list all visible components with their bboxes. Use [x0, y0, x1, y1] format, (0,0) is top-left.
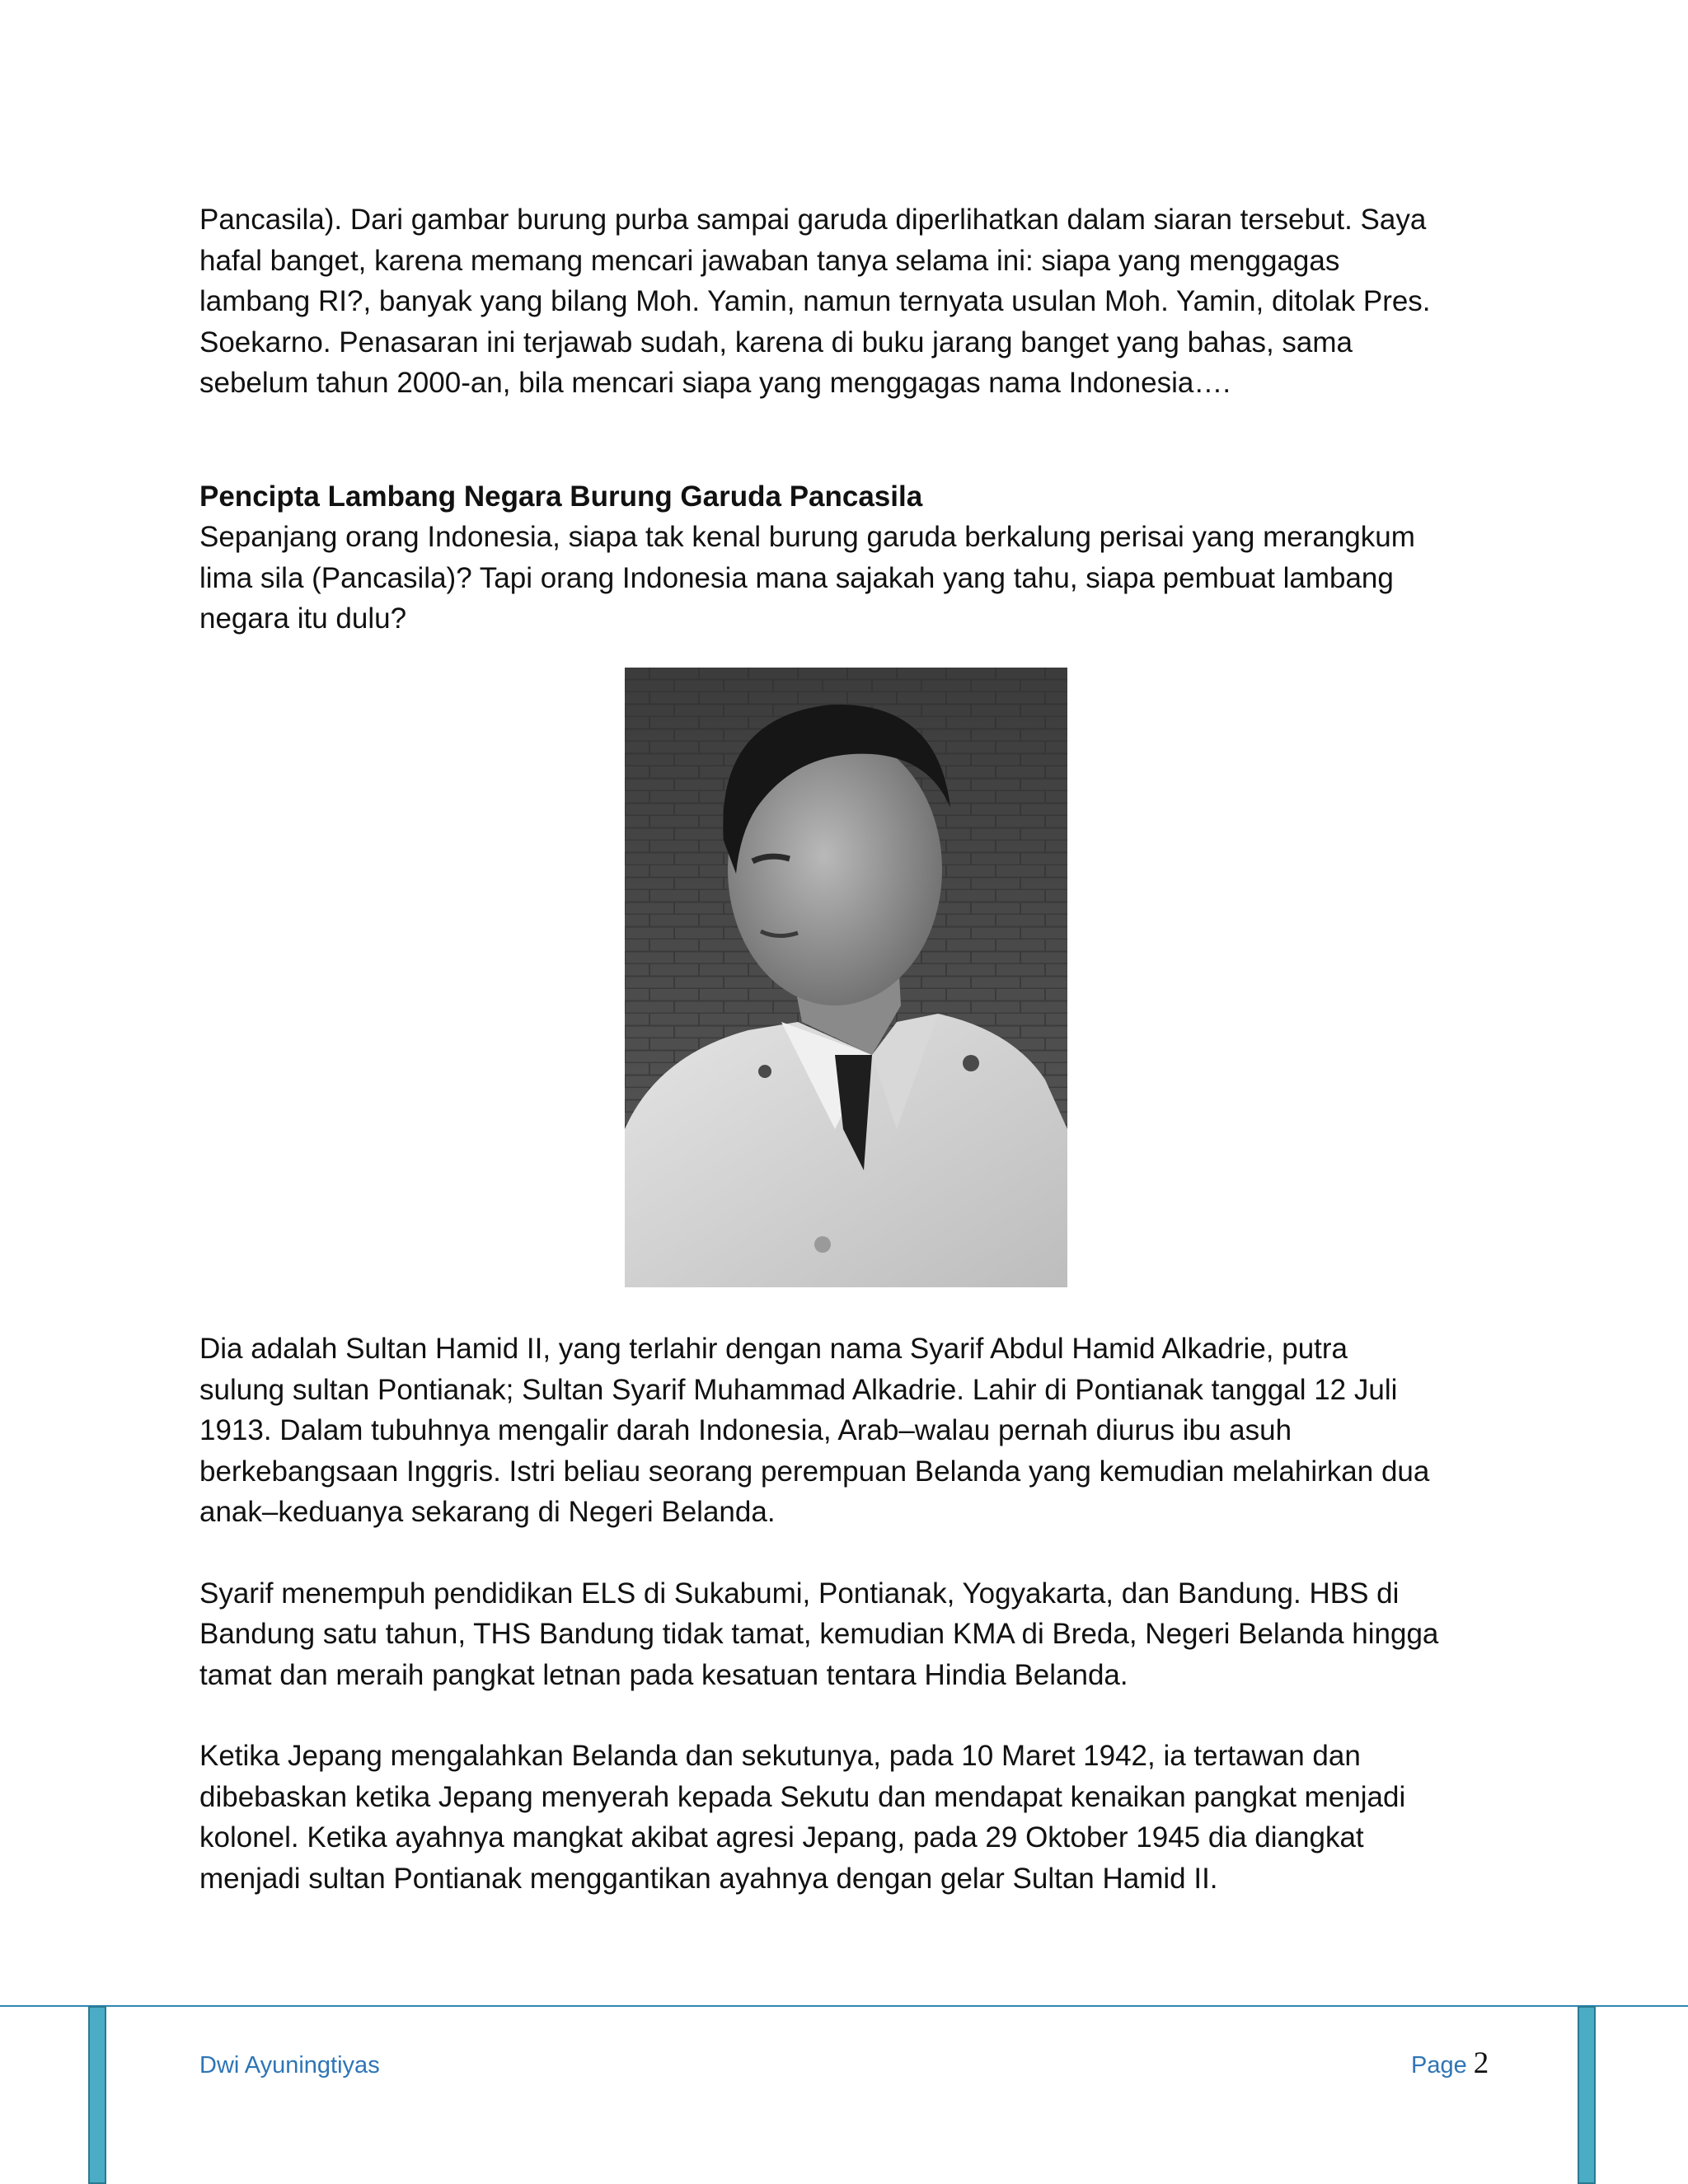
intro-paragraph: Pancasila). Dari gambar burung purba sampai garuda diperlihatkan dalam siaran tersebut. Saya hafal banget, karena memang mencari jawaban tanya selama ini: siapa yang menggagas lambang RI?, banyak yang bilang Moh. Yamin, namun ternyata usulan Moh. Yamin, ditolak Pres. Soekarno. Penasaran ini terjawab sudah, karena di buku jarang banget yang bahas, sama sebelum tahun 2000-an, bila mencari siapa yang menggagas nama Indonesia…. — [199, 204, 1431, 399]
footer-divider — [0, 2005, 1688, 2007]
lower-content — [199, 1329, 1502, 1899]
footer-left-bar — [88, 2006, 106, 2184]
page-number: 2 — [1473, 2046, 1489, 2080]
spacer — [199, 1695, 1502, 1736]
paragraph-education: Syarif menempuh pendidikan ELS di Sukabumi, Pontianak, Yogyakarta, dan Bandung. HBS di Bandung satu tahun, THS Bandung tidak tamat, kemudian KMA di Breda, Negeri Belanda hingga tamat dan meraih pangkat letnan pada kesatuan tentara Hindia Belanda. — [199, 1577, 1439, 1691]
upper-content — [199, 199, 1502, 640]
paragraph-birth: Dia adalah Sultan Hamid II, yang terlahir dengan nama Syarif Abdul Hamid Alkadrie, putra sulung sultan Pontianak; Sultan Syarif Muhammad Alkadrie. Lahir di Pontianak tanggal 12 Juli 1913. Dalam tubuhnya mengalir darah Indonesia, Arab–walau pernah diurus ibu asuh berkebangsaan Inggris. Istri beliau seorang perempuan Belanda yang kemudian melahirkan dua anak–keduanya sekarang di Negeri Belanda. — [199, 1333, 1430, 1528]
spacer — [199, 404, 1502, 476]
portrait-photo — [625, 668, 1067, 1287]
footer-page-number — [1411, 2046, 1489, 2081]
paragraph-career: Ketika Jepang mengalahkan Belanda dan sekutunya, pada 10 Maret 1942, ia tertawan dan dibebaskan ketika Jepang menyerah kepada Sekutu dan mendapat kenaikan pangkat menjadi kolonel. Ketika ayahnya mangkat akibat agresi Jepang, pada 29 Oktober 1945 dia diangkat menjadi sultan Pontianak menggantikan ayahnya dengan gelar Sultan Hamid II. — [199, 1740, 1406, 1895]
section-heading: Pencipta Lambang Negara Burung Garuda Pancasila — [199, 480, 923, 513]
spacer — [199, 1533, 1502, 1573]
page-label: Page — [1411, 2052, 1467, 2079]
section-intro-paragraph: Sepanjang orang Indonesia, siapa tak kenal burung garuda berkalung perisai yang merangkum lima sila (Pancasila)? Tapi orang Indonesia mana sajakah yang tahu, siapa pembuat lambang negara itu dulu? — [199, 521, 1415, 635]
footer-author: Dwi Ayuningtiyas — [199, 2052, 380, 2079]
footer-right-bar — [1578, 2006, 1596, 2184]
